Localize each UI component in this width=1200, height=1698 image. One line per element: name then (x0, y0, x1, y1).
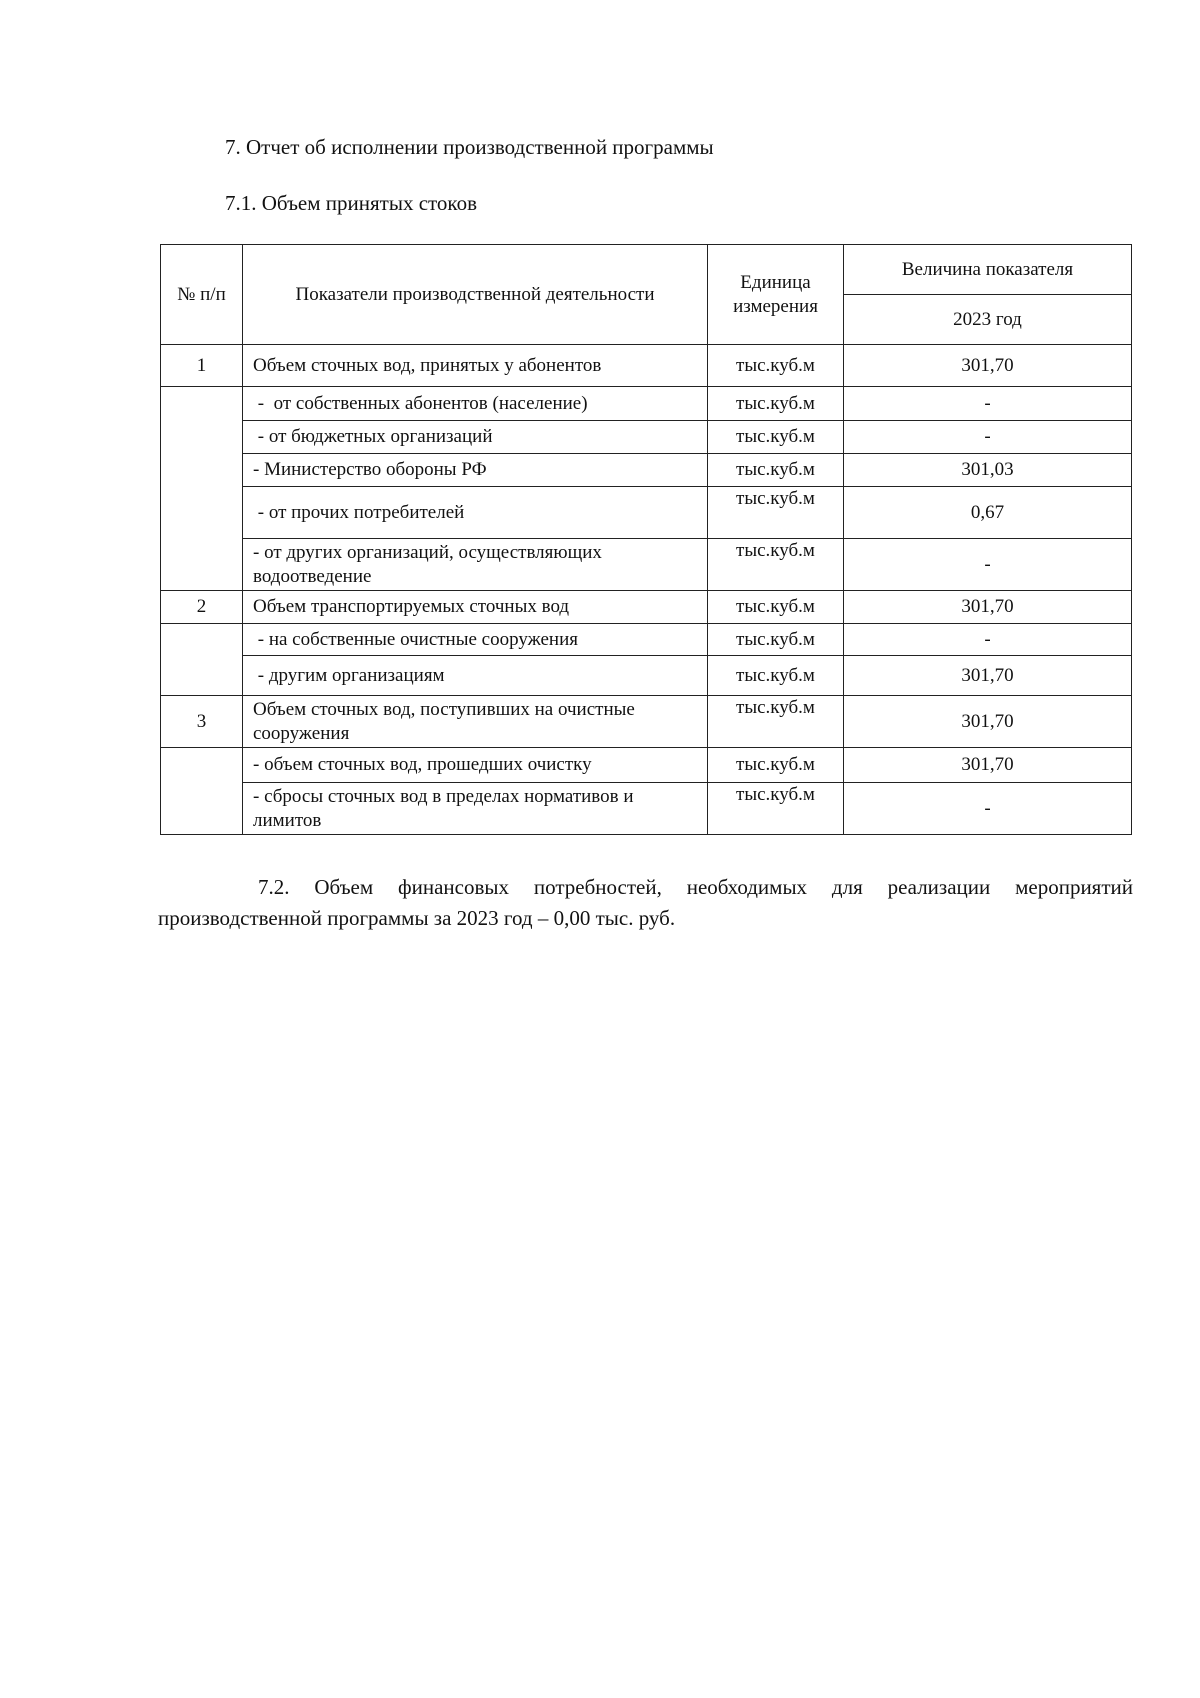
row-number: 3 (161, 696, 243, 748)
financial-needs-paragraph (158, 872, 1133, 934)
row-value: - (844, 539, 1132, 591)
header-indicator: Показатели производственной деятельности (243, 245, 708, 345)
row-unit: тыс.куб.м (708, 783, 844, 835)
row-unit: тыс.куб.м (708, 487, 844, 539)
row-indicator: - другим организациям (243, 656, 708, 696)
table-row (161, 345, 1132, 387)
header-year: 2023 год (844, 295, 1132, 345)
table-row (161, 624, 1132, 656)
row-indicator: - от других организаций, осуществляющих водоотведение (243, 539, 708, 591)
row-indicator: - на собственные очистные сооружения (243, 624, 708, 656)
header-unit-line2: измерения (733, 295, 818, 317)
row-value: - (844, 624, 1132, 656)
row-value: 0,67 (844, 487, 1132, 539)
row-value: 301,70 (844, 345, 1132, 387)
row-unit: тыс.куб.м (708, 345, 844, 387)
wastewater-volume-table (160, 244, 1132, 835)
row-number (161, 624, 243, 696)
row-value: - (844, 783, 1132, 835)
row-number: 2 (161, 591, 243, 624)
row-indicator: Объем сточных вод, поступивших на очистные сооружения (243, 696, 708, 748)
row-unit: тыс.куб.м (708, 696, 844, 748)
row-value: 301,70 (844, 656, 1132, 696)
row-indicator: - объем сточных вод, прошедших очистку (243, 748, 708, 783)
row-number: 1 (161, 345, 243, 387)
row-indicator: - от прочих потребителей (243, 487, 708, 539)
header-value-group: Величина показателя (844, 245, 1132, 295)
row-indicator: - от собственных абонентов (население) (243, 387, 708, 421)
row-unit: тыс.куб.м (708, 454, 844, 487)
table-row (161, 421, 1132, 454)
header-unit-line1: Единица (740, 271, 811, 293)
row-value: - (844, 387, 1132, 421)
section-heading: 7. Отчет об исполнении производственной программы (225, 135, 714, 159)
row-unit: тыс.куб.м (708, 539, 844, 591)
row-value: 301,70 (844, 748, 1132, 783)
row-unit: тыс.куб.м (708, 421, 844, 454)
table-row (161, 454, 1132, 487)
row-value: 301,03 (844, 454, 1132, 487)
table-row (161, 539, 1132, 591)
header-unit (708, 245, 844, 345)
table-header-row (161, 245, 1132, 295)
table-row (161, 748, 1132, 783)
table-row (161, 783, 1132, 835)
table-row (161, 591, 1132, 624)
table-row (161, 487, 1132, 539)
row-value: 301,70 (844, 696, 1132, 748)
row-indicator: - Министерство обороны РФ (243, 454, 708, 487)
row-indicator: - от бюджетных организаций (243, 421, 708, 454)
row-unit: тыс.куб.м (708, 748, 844, 783)
row-value: 301,70 (844, 591, 1132, 624)
row-unit: тыс.куб.м (708, 387, 844, 421)
paragraph-line-1: 7.2. Объем финансовых потребностей, необходимых для реализации мероприятий (258, 875, 1133, 899)
header-number: № п/п (161, 245, 243, 345)
row-value: - (844, 421, 1132, 454)
paragraph-line-2: производственной программы за 2023 год – 0,00 тыс. руб. (158, 906, 676, 930)
table-row (161, 696, 1132, 748)
row-number (161, 748, 243, 835)
row-unit: тыс.куб.м (708, 591, 844, 624)
table-row (161, 387, 1132, 421)
row-number (161, 387, 243, 591)
row-indicator: Объем сточных вод, принятых у абонентов (243, 345, 708, 387)
table-row (161, 656, 1132, 696)
row-unit: тыс.куб.м (708, 656, 844, 696)
row-indicator: - сбросы сточных вод в пределах нормативов и лимитов (243, 783, 708, 835)
subsection-heading: 7.1. Объем принятых стоков (225, 191, 477, 215)
row-indicator: Объем транспортируемых сточных вод (243, 591, 708, 624)
row-unit: тыс.куб.м (708, 624, 844, 656)
